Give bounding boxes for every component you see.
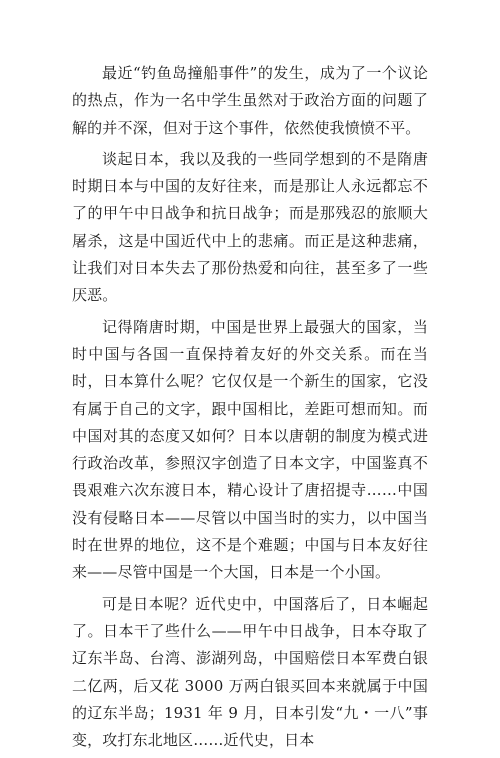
paragraph-1: 最近“钓鱼岛撞船事件”的发生，成为了一个议论的热点，作为一名中学生虽然对于政治方面的问题了解的并不深，但对于这个事件，依然使我愤愤不平。 [72,64,428,137]
paragraph-2: 谈起日本，我以及我的一些同学想到的不是隋唐时期日本与中国的友好往来，而是那让人永远都忘不了的甲午中日战争和抗日战争；而是那残忍的旅顺大屠杀，这是中国近代中上的悲痛。而正是这种悲痛，让我们对日本失去了那份热爱和向往，甚至多了一些厌恶。 [72,149,428,305]
paragraph-3: 记得隋唐时期，中国是世界上最强大的国家，当时中国与各国一直保持着友好的外交关系。而在当时，日本算什么呢？它仅仅是一个新生的国家，它没有属于自己的文字，跟中国相比，差距可想而知。而中国对其的态度又如何？日本以唐朝的制度为模式进行政治改革，参照汉字创造了日本文字，中国鉴真不畏艰难六次东渡日本，精心设计了唐招提寺……中国没有侵略日本——尽管以中国当时的实力，以中国当时在世界的地位，这不是个难题；中国与日本友好往来——尽管中国是一个大国，日本是一个小国。 [72,317,428,582]
document-page [72,60,428,758]
paragraph-4: 可是日本呢？近代史中，中国落后了，日本崛起了。日本干了些什么——甲午中日战争，日本夺取了辽东半岛、台湾、澎湖列岛，中国赔偿日本军费白银二亿两，后又花 3000 万两白银买回本来就属于中国的辽东半岛；1931 年 9 月，日本引发“九・一八”事变，攻打东北地区……近代史，日本 [72,594,428,750]
